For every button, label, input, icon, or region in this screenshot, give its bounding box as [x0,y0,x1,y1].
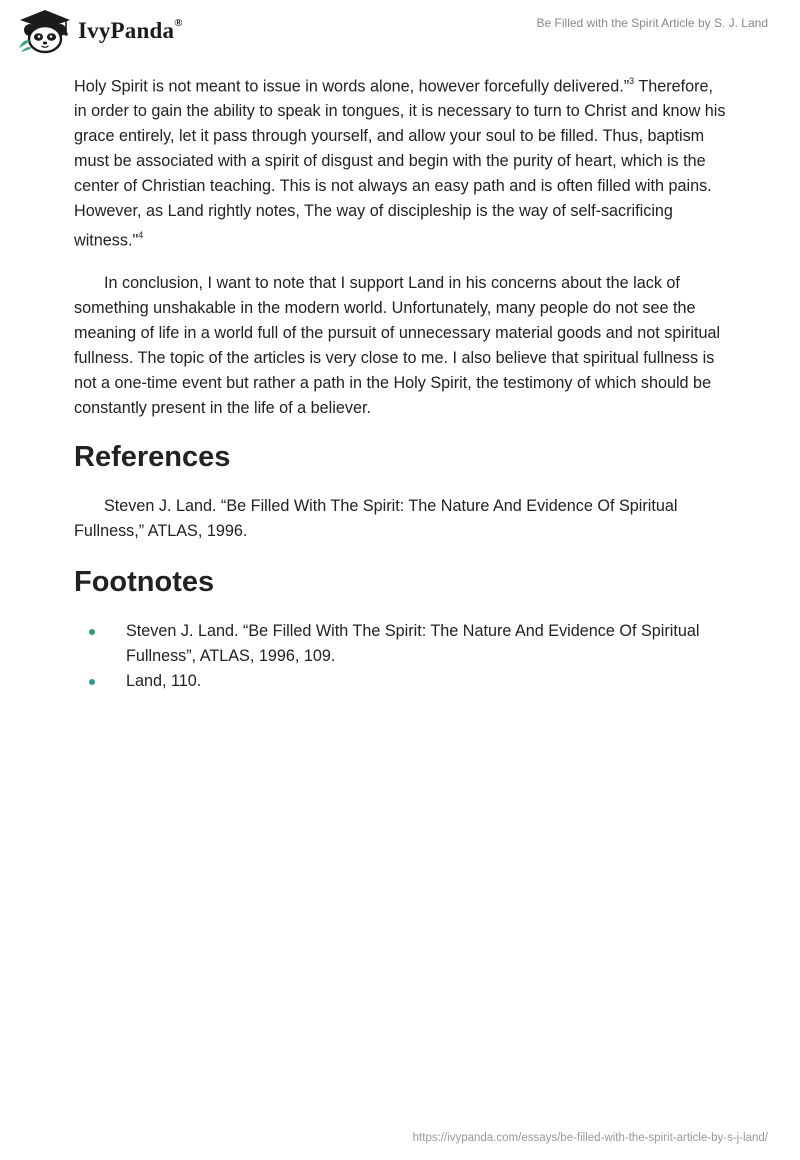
brand-name: IvyPanda® [78,17,183,43]
footnote-item: Steven J. Land. “Be Filled With The Spirit: The Nature And Evidence Of Spiritual Fullness”, ATLAS, 1996, 109. [74,619,726,669]
ivypanda-logo[interactable] [16,8,183,54]
footnotes-heading: Footnotes [74,565,215,598]
footnote-item: Land, 110. [74,669,726,694]
bullet-dot-icon [89,679,95,685]
document-title: Be Filled with the Spirit Article by S. J. Land [536,16,768,30]
footnotes-list [74,619,726,694]
body-paragraph-2: In conclusion, I want to note that I support Land in his concerns about the lack of something unshakable in the modern world. Unfortunately, many people do not see the meaning of life in a world full of the pursuit of unnecessary material goods and not spiritual fullness. The topic of the articles is very close to me. I also believe that spiritual fullness is not a one-time event but rather a path in the Holy Spirit, the testimony of which should be constantly present in the life of a believer. [74,273,721,417]
bullet-dot-icon [89,629,95,635]
article-content [74,70,726,694]
reference-item: Steven J. Land. “Be Filled With The Spirit: The Nature And Evidence Of Spiritual Fullness,” ATLAS, 1996. [74,496,678,540]
footnote-ref-3[interactable]: 3 [629,76,635,86]
source-url[interactable]: https://ivypanda.com/essays/be-filled-with-the-spirit-article-by-s-j-land/ [412,1132,768,1144]
page-header [0,0,800,70]
footnote-ref-4[interactable]: 4 [138,230,144,241]
references-heading: References [74,440,231,473]
body-paragraph-1: Holy Spirit is not meant to issue in words alone, however forcefully delivered.”$^3$ Therefore, in order to gain the ability to speak in tongues, it is necessary to turn to Christ and know his grace entirely, let it pass through yourself, and allow your soul to be filled. Thus, baptism must be associated with a spirit of disgust and begin with the purity of heart, which is the center of Christian teaching. This is not always an easy path and is often filled with pains. However, as Land rightly notes, The way of discipleship is the way of self-sacrificing witness."$^4$ [74,76,726,250]
panda-graduation-cap-icon [16,8,74,54]
